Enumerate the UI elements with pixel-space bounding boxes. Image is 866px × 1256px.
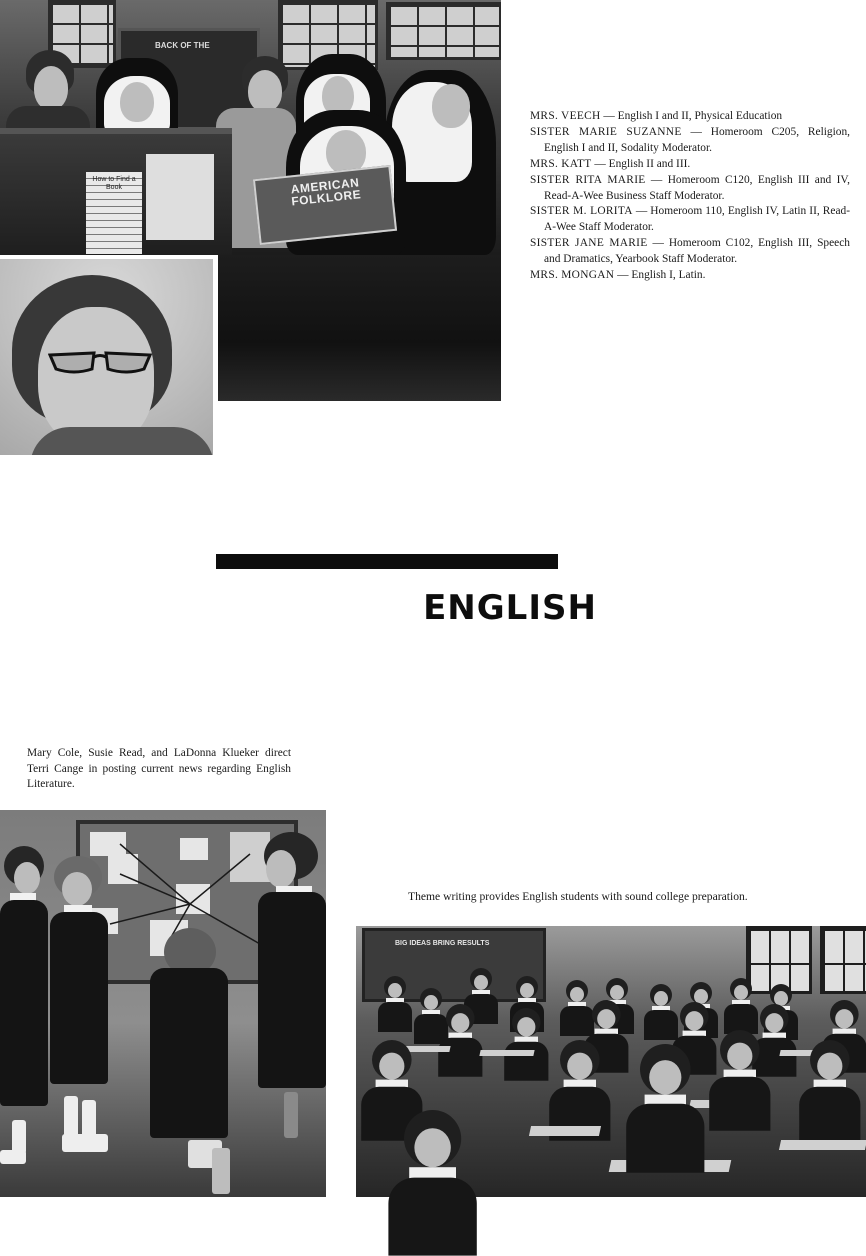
portrait-shoulders <box>30 427 213 455</box>
board-text: BACK OF THE <box>155 41 210 50</box>
separator: — <box>591 157 609 170</box>
student-uniform <box>50 912 108 1084</box>
desk <box>479 1050 534 1056</box>
staff-entry <box>530 173 850 205</box>
staff-entry <box>530 157 850 173</box>
portrait-face <box>38 307 154 447</box>
window <box>386 2 501 60</box>
separator: — <box>632 205 651 218</box>
shoe <box>0 1150 26 1164</box>
teachers-group-photo <box>0 0 501 255</box>
student-uniform <box>0 900 48 1106</box>
staff-name: SISTER RITA MARIE <box>530 173 646 186</box>
staff-entry <box>530 268 850 284</box>
desk <box>529 1126 601 1136</box>
staff-name: SISTER JANE MARIE <box>530 237 648 250</box>
staff-entry <box>530 125 850 157</box>
teacher-portrait-photo <box>0 259 213 455</box>
separator: — <box>645 173 668 186</box>
paper <box>146 154 214 240</box>
book-title: AMERICAN FOLKLORE <box>290 175 362 209</box>
nun-face <box>432 84 470 128</box>
heading-rule <box>216 554 558 569</box>
student-face <box>266 850 296 888</box>
teacher-face <box>34 66 68 110</box>
staff-duties: Homeroom 110, English IV, Latin II, Read-A-Wee Staff Moderator. <box>544 205 850 234</box>
classroom-board-text: BIG IDEAS BRING RESULTS <box>395 940 490 947</box>
staff-entry <box>530 109 850 125</box>
separator: — <box>614 269 632 282</box>
staff-name: MRS. VEECH <box>530 110 601 122</box>
separator: — <box>647 237 669 250</box>
sock <box>284 1092 298 1138</box>
section-title: ENGLISH <box>423 588 597 628</box>
student-uniform <box>150 968 228 1138</box>
bulletin-caption: Mary Cole, Susie Read, and LaDonna Klueker direct Terri Cange in posting current news regarding English Literature. <box>27 747 291 790</box>
staff-name: MRS. MONGAN <box>530 269 615 282</box>
staff-entry <box>530 236 850 268</box>
staff-duties: Homeroom C120, English III and IV, Read-A-Wee Business Staff Moderator. <box>544 173 850 202</box>
window <box>820 926 866 994</box>
poster <box>86 172 142 254</box>
teacher-face <box>248 70 282 112</box>
student-uniform <box>258 892 326 1088</box>
staff-entry <box>530 204 850 236</box>
teachers-group-photo-lower <box>218 255 501 401</box>
staff-name: SISTER MARIE SUZANNE <box>530 125 682 138</box>
staff-duties: English I and II, Physical Education <box>617 110 783 122</box>
staff-duties: English II and III. <box>608 157 691 170</box>
staff-duties: Homeroom C102, English III, Speech and Dramatics, Yearbook Staff Moderator. <box>544 237 850 266</box>
shoe <box>212 1148 230 1194</box>
staff-duties: Homeroom C205, Religion, English I and II, Sodality Moderator. <box>544 125 850 154</box>
poster-title: How to Find a Book <box>92 176 136 191</box>
staff-name: MRS. KATT <box>530 157 592 170</box>
student-face <box>14 862 40 894</box>
separator: — <box>600 110 618 122</box>
sock <box>12 1120 26 1154</box>
student-face <box>62 872 92 906</box>
staff-name: SISTER M. LORITA <box>530 205 633 218</box>
desk <box>779 1140 866 1150</box>
glasses-icon <box>48 351 152 375</box>
staff-duties: English I, Latin. <box>631 269 706 282</box>
nun-face <box>120 82 154 122</box>
theme-caption: Theme writing provides English students with sound college preparation. <box>408 890 748 903</box>
staff-list <box>530 109 850 284</box>
shoe <box>62 1134 108 1152</box>
separator: — <box>681 125 711 138</box>
